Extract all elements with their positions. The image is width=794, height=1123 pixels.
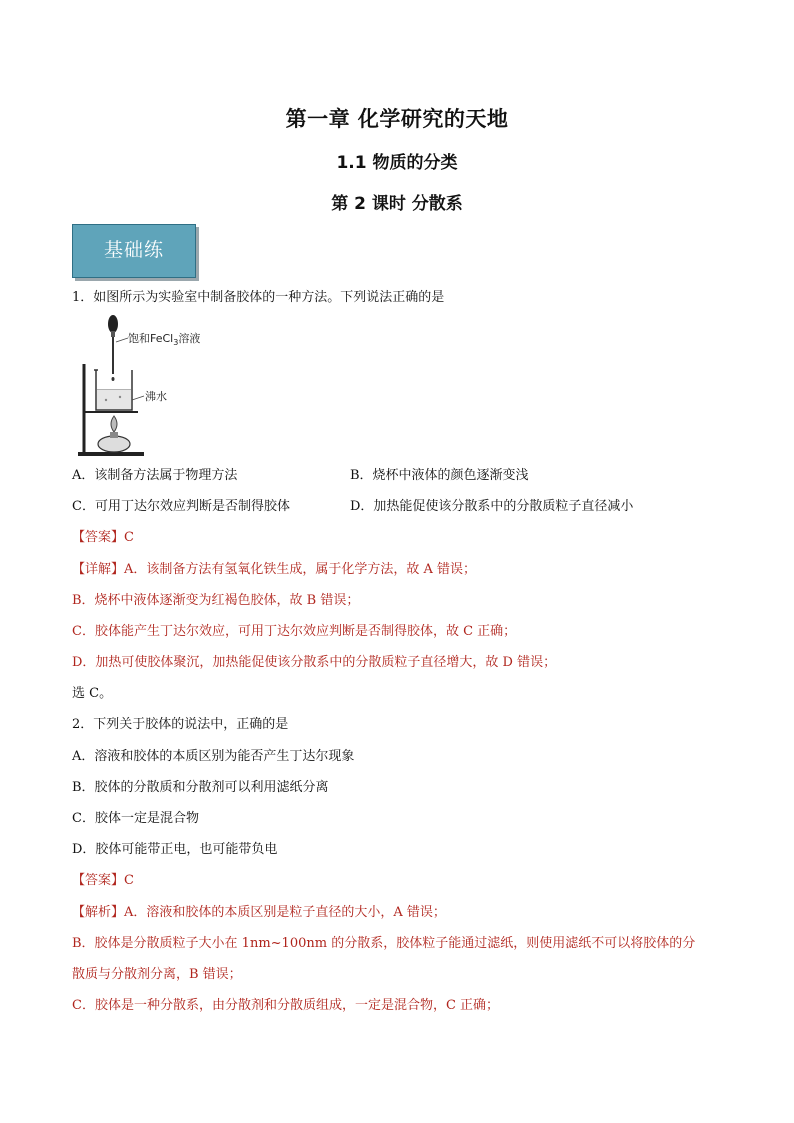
section-title: 1.1 物质的分类 xyxy=(336,153,458,173)
bubble xyxy=(119,396,121,398)
q1-detail-line-1 xyxy=(72,561,476,579)
q2-answer-tag: 【答案】 xyxy=(72,873,125,888)
drop xyxy=(112,377,115,381)
label-fecl3-solution: 饱和FeCl$_3$溶液 xyxy=(128,332,201,347)
q1-option-a: A．该制备方法属于物理方法 xyxy=(72,468,238,483)
q2-answer-value: C xyxy=(124,873,134,888)
q2-analysis-line-1 xyxy=(72,904,446,922)
q2-answer xyxy=(72,872,134,890)
q1-answer xyxy=(72,529,134,547)
q1-detail-line-2: B．烧杯中液体逐渐变为红褐色胶体，故 B 错误； xyxy=(72,593,360,608)
q1-answer-value: C xyxy=(124,530,134,545)
dropper-bulb xyxy=(108,315,118,333)
q1-answer-tag: 【答案】 xyxy=(72,530,125,545)
q2-option-a: A．溶液和胶体的本质区别为能否产生丁达尔现象 xyxy=(72,749,355,764)
q1-option-d: D．加热能促使该分散系中的分散质粒子直径减小 xyxy=(350,499,634,514)
q2-option-c: C．胶体一定是混合物 xyxy=(72,811,199,826)
basic-practice-badge xyxy=(72,224,196,278)
stand-base xyxy=(78,452,144,456)
q2-option-d: D．胶体可能带正电，也可能带负电 xyxy=(72,842,278,857)
chapter-title: 第一章 化学研究的天地 xyxy=(285,107,509,131)
badge-label: 基础练 xyxy=(103,239,164,261)
q1-option-c: C．可用丁达尔效应判断是否制得胶体 xyxy=(72,499,290,514)
q2-analysis-text-1: A．溶液和胶体的本质区别是粒子直径的大小，A 错误； xyxy=(124,905,446,920)
q1-option-b: B．烧杯中液体的颜色逐渐变浅 xyxy=(350,468,529,483)
q1-conclusion: 选 C。 xyxy=(72,686,113,701)
q1-detail-line-4: D．加热可使胶体聚沉，加热能促使该分散系中的分散质粒子直径增大，故 D 错误； xyxy=(72,655,557,670)
q1-detail-text-1: A．该制备方法有氢氧化铁生成，属于化学方法，故 A 错误； xyxy=(124,562,477,577)
q1-detail-tag: 【详解】 xyxy=(72,562,125,577)
q1-detail-line-3: C．胶体能产生丁达尔效应，可用丁达尔效应判断是否制得胶体，故 C 正确； xyxy=(72,624,517,639)
dropper-collar xyxy=(111,331,115,337)
boiling-water xyxy=(97,390,131,409)
q2-analysis-line-3: 散质与分散剂分离，B 错误； xyxy=(72,967,242,982)
flame xyxy=(111,416,117,432)
lesson-title: 第 2 课时 分散系 xyxy=(331,194,463,214)
leader-line-water xyxy=(132,396,144,400)
q2-analysis-line-4: C．胶体是一种分散系，由分散剂和分散质组成，一定是混合物，C 正确； xyxy=(72,998,500,1013)
bubble xyxy=(105,399,107,401)
q2-option-b: B．胶体的分散质和分散剂可以利用滤纸分离 xyxy=(72,780,329,795)
label-boiling-water: 沸水 xyxy=(145,390,167,403)
colloid-apparatus-figure xyxy=(76,312,226,460)
q2-analysis-line-2: B．胶体是分散质粒子大小在 1nm~100nm 的分散系，胶体粒子能通过滤纸，则使用滤纸不可以将胶体的分 xyxy=(72,936,696,951)
lamp-neck xyxy=(110,432,118,438)
leader-line-solution xyxy=(116,338,128,342)
apparatus-drawing xyxy=(76,312,226,460)
q1-stem: 1．如图所示为实验室中制备胶体的一种方法。下列说法正确的是 xyxy=(72,290,445,305)
q2-analysis-tag: 【解析】 xyxy=(72,905,125,920)
q2-stem: 2．下列关于胶体的说法中，正确的是 xyxy=(72,717,289,732)
alcohol-lamp xyxy=(98,436,130,452)
